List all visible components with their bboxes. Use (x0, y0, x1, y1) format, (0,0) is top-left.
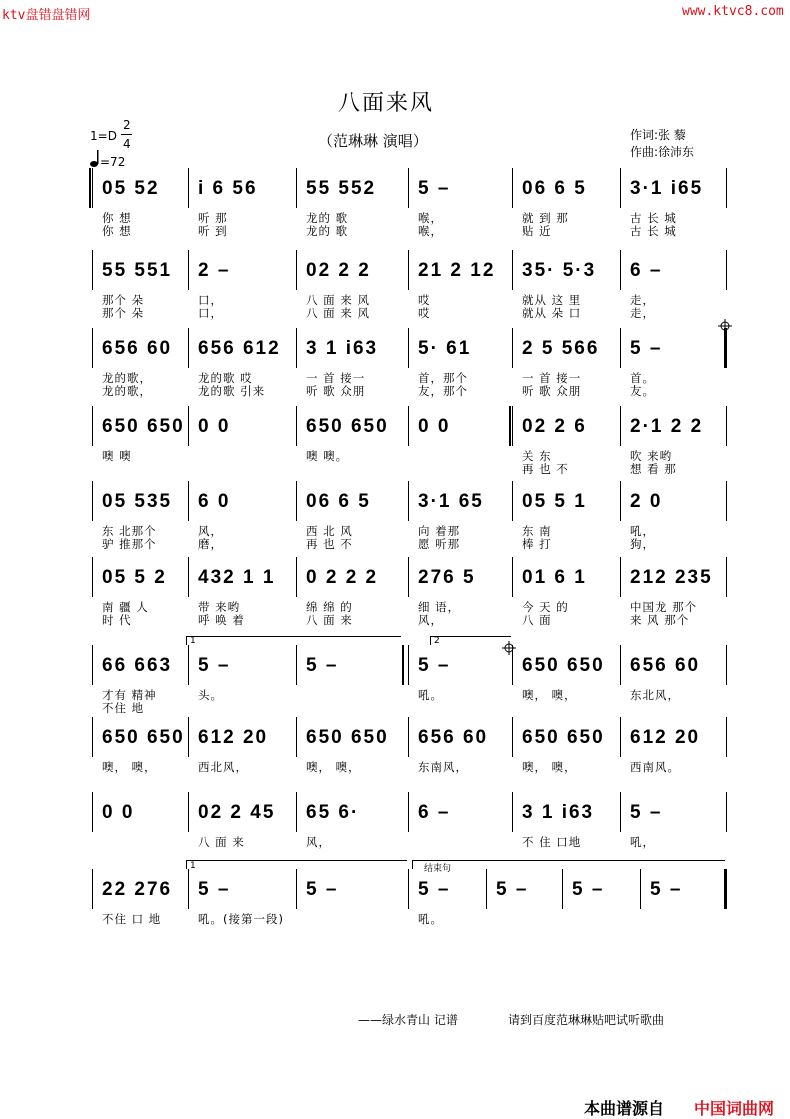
note-group: 656 60 (102, 338, 173, 359)
lyric-verse-2: 那个 朵 (102, 306, 145, 320)
note-group: 21 2 12 (418, 260, 496, 281)
lyric-verse-2: 八 面 来 风 (306, 306, 370, 320)
barline (486, 869, 487, 909)
lyric-verse-2: 听 歌 众朋 (522, 384, 582, 398)
lyric-verse-2: 呼 唤 着 (198, 613, 245, 627)
note-group: 2 5 566 (522, 338, 600, 359)
note-group: 5 – (198, 655, 231, 676)
lyric-verse-1: 吹 来哟 (630, 449, 673, 463)
lyric-verse-2: 就从 朵 口 (522, 306, 582, 320)
note-group: 5 – (572, 879, 605, 900)
barline (512, 717, 513, 757)
barline (188, 168, 189, 208)
barline (296, 792, 297, 832)
note-group: 650 650 (522, 727, 605, 748)
barline (512, 481, 513, 521)
lyric-verse-2: 狗， (630, 537, 655, 551)
lyric-verse-1: 吼。 (418, 688, 443, 702)
barline (296, 557, 297, 597)
note-group: 06 6 5 (522, 178, 587, 199)
note-group: 3 1 i63 (522, 802, 595, 823)
lyric-verse-1: 不住 口 地 (102, 912, 162, 926)
note-group: 06 6 5 (306, 491, 371, 512)
lyric-verse-2: 时 代 (102, 613, 132, 627)
note-group: 5 – (650, 879, 683, 900)
lyric-verse-2: 口， (198, 306, 223, 320)
watermark-left: ktv盘错盘错网 (2, 8, 91, 23)
transcriber-credit: ——绿水青山 记谱 (358, 1013, 458, 1027)
lyric-verse-1: 就 到 那 (522, 211, 569, 225)
note-group: 5 – (306, 879, 339, 900)
song-title: 八面来风 (338, 91, 435, 116)
key-signature: 1=D (90, 129, 117, 143)
barline (620, 792, 621, 832)
lyric-verse-1: 东北风， (630, 688, 680, 702)
lyric-verse-1: 噢 噢 (102, 449, 132, 463)
lyric-verse-2: 愿 听那 (418, 537, 461, 551)
footer-source-label: 本曲谱源自 (584, 1099, 665, 1118)
barline (640, 869, 641, 909)
lyric-verse-2: 八 面 (522, 613, 552, 627)
barline (92, 717, 93, 757)
barline (92, 406, 93, 446)
lyric-verse-2: 友，那个 (418, 384, 468, 398)
barline (92, 645, 93, 685)
lyric-verse-1: 八 面 来 (198, 835, 245, 849)
lyric-verse-1: 一 首 接一 (306, 371, 366, 385)
lyric-verse-1: 绵 绵 的 (306, 600, 353, 614)
barline (512, 168, 513, 208)
lyric-verse-1: 西南风。 (630, 760, 680, 774)
lyric-verse-2: 再 也 不 (522, 462, 569, 476)
singer: （范琳琳 演唱） (318, 132, 428, 150)
barline (408, 406, 409, 446)
lyric-verse-1: 噢， 噢， (522, 688, 577, 702)
barline (726, 406, 727, 446)
note-group: 22 276 (102, 879, 173, 900)
note-group: 02 2 6 (522, 416, 587, 437)
barline (512, 792, 513, 832)
lyric-verse-2: 你 想 (102, 224, 132, 238)
lyric-verse-2: 友。 (630, 384, 655, 398)
note-group: 0 2 2 2 (306, 567, 379, 588)
volta-second-label: 2 (434, 636, 440, 646)
lyric-verse-1: 口， (198, 293, 223, 307)
note-group: 2·1 2 2 (630, 416, 704, 437)
barline (408, 869, 409, 909)
note-group: 02 2 2 (306, 260, 371, 281)
note-group: i 6 56 (198, 178, 258, 199)
barline (188, 557, 189, 597)
note-group: 01 6 1 (522, 567, 587, 588)
barline (512, 328, 513, 368)
note-group: 02 2 45 (198, 802, 276, 823)
note-group: 656 612 (198, 338, 281, 359)
coda-icon (502, 640, 516, 659)
barline (726, 168, 727, 208)
lyric-verse-1: 噢， 噢， (102, 760, 157, 774)
listen-note: 请到百度范琳琳贴吧试听歌曲 (508, 1013, 665, 1027)
lyric-verse-1: 吼， (630, 835, 655, 849)
barline (92, 250, 93, 290)
note-group: 612 20 (198, 727, 269, 748)
lyric-verse-1: 听 那 (198, 211, 228, 225)
volta-first-bracket (186, 636, 401, 645)
barline (296, 645, 297, 685)
note-group: 0 0 (102, 802, 135, 823)
lyric-verse-2: 古 长 城 (630, 224, 677, 238)
lyric-verse-1: 首。 (630, 371, 655, 385)
barline (188, 717, 189, 757)
barline (188, 481, 189, 521)
lyric-verse-1: 向 着那 (418, 524, 461, 538)
barline (408, 717, 409, 757)
barline (512, 557, 513, 597)
barline (296, 406, 297, 446)
note-group: 05 52 (102, 178, 160, 199)
barline (408, 557, 409, 597)
barline (408, 645, 409, 685)
barline (620, 557, 621, 597)
time-signature-line (121, 134, 132, 135)
coda-bracket (412, 860, 725, 869)
note-group: 5 – (306, 655, 339, 676)
lyric-verse-2: 听 到 (198, 224, 228, 238)
lyric-verse-1: 你 想 (102, 211, 132, 225)
lyric-verse-1: 西 北 风 (306, 524, 353, 538)
barline (620, 250, 621, 290)
barline (92, 481, 93, 521)
repeat-start-bar (509, 406, 511, 446)
final-bar (724, 869, 727, 909)
time-signature-bottom: 4 (123, 137, 131, 151)
lyric-verse-1: 吼。 (418, 912, 443, 926)
note-group: 650 650 (306, 416, 389, 437)
note-group: 6 – (630, 260, 663, 281)
barline (92, 328, 93, 368)
note-group: 3·1 i65 (630, 178, 704, 199)
barline (296, 328, 297, 368)
lyric-verse-2: 不住 地 (102, 701, 145, 715)
note-group: 05 5 2 (102, 567, 167, 588)
volta-first-label-end: 1 (190, 861, 196, 871)
barline (296, 168, 297, 208)
lyric-verse-1: 吼。(接第一段) (198, 912, 284, 926)
lyric-verse-1: 东 北那个 (102, 524, 157, 538)
lyric-verse-1: 东南风， (418, 760, 468, 774)
note-group: 650 650 (102, 727, 185, 748)
barline (92, 869, 93, 909)
volta-first-label: 1 (190, 636, 196, 646)
lyric-verse-1: 一 首 接一 (522, 371, 582, 385)
barline (726, 792, 727, 832)
lyric-verse-2: 再 也 不 (306, 537, 353, 551)
note-group: 3·1 65 (418, 491, 484, 512)
lyric-verse-1: 头。 (198, 688, 223, 702)
barline (92, 168, 93, 208)
repeat-end-bar (402, 645, 404, 685)
barline (620, 406, 621, 446)
barline (408, 481, 409, 521)
repeat-start-bar (89, 168, 91, 208)
barline (296, 869, 297, 909)
lyric-verse-1: 吼， (630, 524, 655, 538)
barline (188, 792, 189, 832)
lyric-verse-2: 棒 打 (522, 537, 552, 551)
lyric-verse-2: 磨， (198, 537, 223, 551)
note-group: 650 650 (306, 727, 389, 748)
lyric-verse-2: 哎 (418, 306, 431, 320)
note-group: 35· 5·3 (522, 260, 597, 281)
barline (512, 406, 513, 446)
note-group: 66 663 (102, 655, 173, 676)
lyric-verse-1: 噢， 噢， (306, 760, 361, 774)
lyric-verse-2: 贴 近 (522, 224, 552, 238)
lyric-verse-1: 龙的歌 哎 (198, 371, 253, 385)
lyric-verse-1: 走， (630, 293, 655, 307)
lyric-verse-1: 风， (306, 835, 331, 849)
lyric-verse-2: 龙的歌 引来 (198, 384, 266, 398)
note-group: 650 650 (102, 416, 185, 437)
barline (296, 250, 297, 290)
note-group: 276 5 (418, 567, 476, 588)
note-group: 5 – (418, 655, 451, 676)
lyric-verse-1: 那个 朵 (102, 293, 145, 307)
coda-label: 结束句 (424, 864, 452, 874)
time-signature-top: 2 (123, 118, 131, 132)
note-group: 650 650 (522, 655, 605, 676)
lyric-verse-1: 就从 这 里 (522, 293, 582, 307)
note-group: 2 – (198, 260, 231, 281)
barline (726, 645, 727, 685)
barline (408, 328, 409, 368)
tempo: =72 (100, 155, 126, 169)
lyric-verse-2: 喉， (418, 224, 443, 238)
note-group: 5 – (418, 178, 451, 199)
coda-icon (718, 318, 732, 337)
note-group: 65 6· (306, 802, 360, 823)
note-group: 612 20 (630, 727, 701, 748)
lyric-verse-1: 首，那个 (418, 371, 468, 385)
barline (408, 250, 409, 290)
lyric-verse-2: 风， (418, 613, 443, 627)
barline (620, 481, 621, 521)
note-group: 5 – (630, 338, 663, 359)
lyric-verse-2: 八 面 来 (306, 613, 353, 627)
lyric-verse-1: 龙的歌， (102, 371, 152, 385)
note-group: 6 0 (198, 491, 231, 512)
lyric-verse-1: 南 疆 人 (102, 600, 149, 614)
lyric-verse-2: 听 歌 众朋 (306, 384, 366, 398)
note-group: 432 1 1 (198, 567, 276, 588)
note-group: 0 0 (198, 416, 231, 437)
lyric-verse-1: 哎 (418, 293, 431, 307)
note-group: 55 552 (306, 178, 377, 199)
lyric-verse-1: 风， (198, 524, 223, 538)
lyric-verse-1: 带 来哟 (198, 600, 241, 614)
lyric-verse-1: 今 天 的 (522, 600, 569, 614)
barline (620, 168, 621, 208)
barline (296, 481, 297, 521)
volta-first-bracket-end (186, 860, 407, 869)
barline (296, 717, 297, 757)
note-group: 656 60 (630, 655, 701, 676)
note-group: 5 – (630, 802, 663, 823)
lyric-verse-1: 中国龙 那个 (630, 600, 698, 614)
note-group: 5 – (418, 879, 451, 900)
barline (188, 406, 189, 446)
note-group: 6 – (418, 802, 451, 823)
note-group: 05 5 1 (522, 491, 587, 512)
barline (726, 717, 727, 757)
note-group: 0 0 (418, 416, 451, 437)
note-group: 3 1 i63 (306, 338, 379, 359)
lyric-verse-1: 古 长 城 (630, 211, 677, 225)
lyric-verse-1: 喉， (418, 211, 443, 225)
footer-site-name: 中国词曲网 (694, 1099, 775, 1118)
lyric-verse-1: 东 南 (522, 524, 552, 538)
note-group: 55 551 (102, 260, 173, 281)
lyric-verse-1: 细 语， (418, 600, 461, 614)
composer: 作曲:徐沛东 (630, 145, 695, 159)
lyric-verse-1: 才有 精神 (102, 688, 157, 702)
watermark-right: www.ktvc8.com (682, 4, 784, 19)
lyric-verse-1: 噢 噢。 (306, 449, 349, 463)
lyric-verse-1: 龙的 歌 (306, 211, 349, 225)
barline (92, 792, 93, 832)
barline (188, 250, 189, 290)
lyric-verse-2: 龙的歌， (102, 384, 152, 398)
lyricist: 作词:张 藜 (630, 128, 686, 142)
barline (726, 481, 727, 521)
barline (408, 168, 409, 208)
barline (512, 250, 513, 290)
barline (620, 717, 621, 757)
volta-second-bracket (430, 636, 511, 645)
lyric-verse-2: 来 风 那个 (630, 613, 690, 627)
note-group: 5 – (198, 879, 231, 900)
barline (620, 328, 621, 368)
lyric-verse-1: 噢， 噢， (522, 760, 577, 774)
lyric-verse-1: 关 东 (522, 449, 552, 463)
note-group: 212 235 (630, 567, 713, 588)
note-group: 2 0 (630, 491, 663, 512)
note-group: 05 535 (102, 491, 173, 512)
barline (726, 557, 727, 597)
lyric-verse-2: 龙的 歌 (306, 224, 349, 238)
lyric-verse-2: 驴 推那个 (102, 537, 157, 551)
barline (188, 869, 189, 909)
note-group: 5· 61 (418, 338, 472, 359)
barline (562, 869, 563, 909)
barline (726, 250, 727, 290)
barline (92, 557, 93, 597)
note-group: 5 – (496, 879, 529, 900)
lyric-verse-2: 想 看 那 (630, 462, 677, 476)
barline (408, 792, 409, 832)
note-group: 656 60 (418, 727, 489, 748)
lyric-verse-1: 八 面 来 风 (306, 293, 370, 307)
lyric-verse-1: 西北风， (198, 760, 248, 774)
barline (188, 328, 189, 368)
lyric-verse-2: 走， (630, 306, 655, 320)
barline (620, 645, 621, 685)
barline (188, 645, 189, 685)
lyric-verse-1: 不 住 口地 (522, 835, 582, 849)
